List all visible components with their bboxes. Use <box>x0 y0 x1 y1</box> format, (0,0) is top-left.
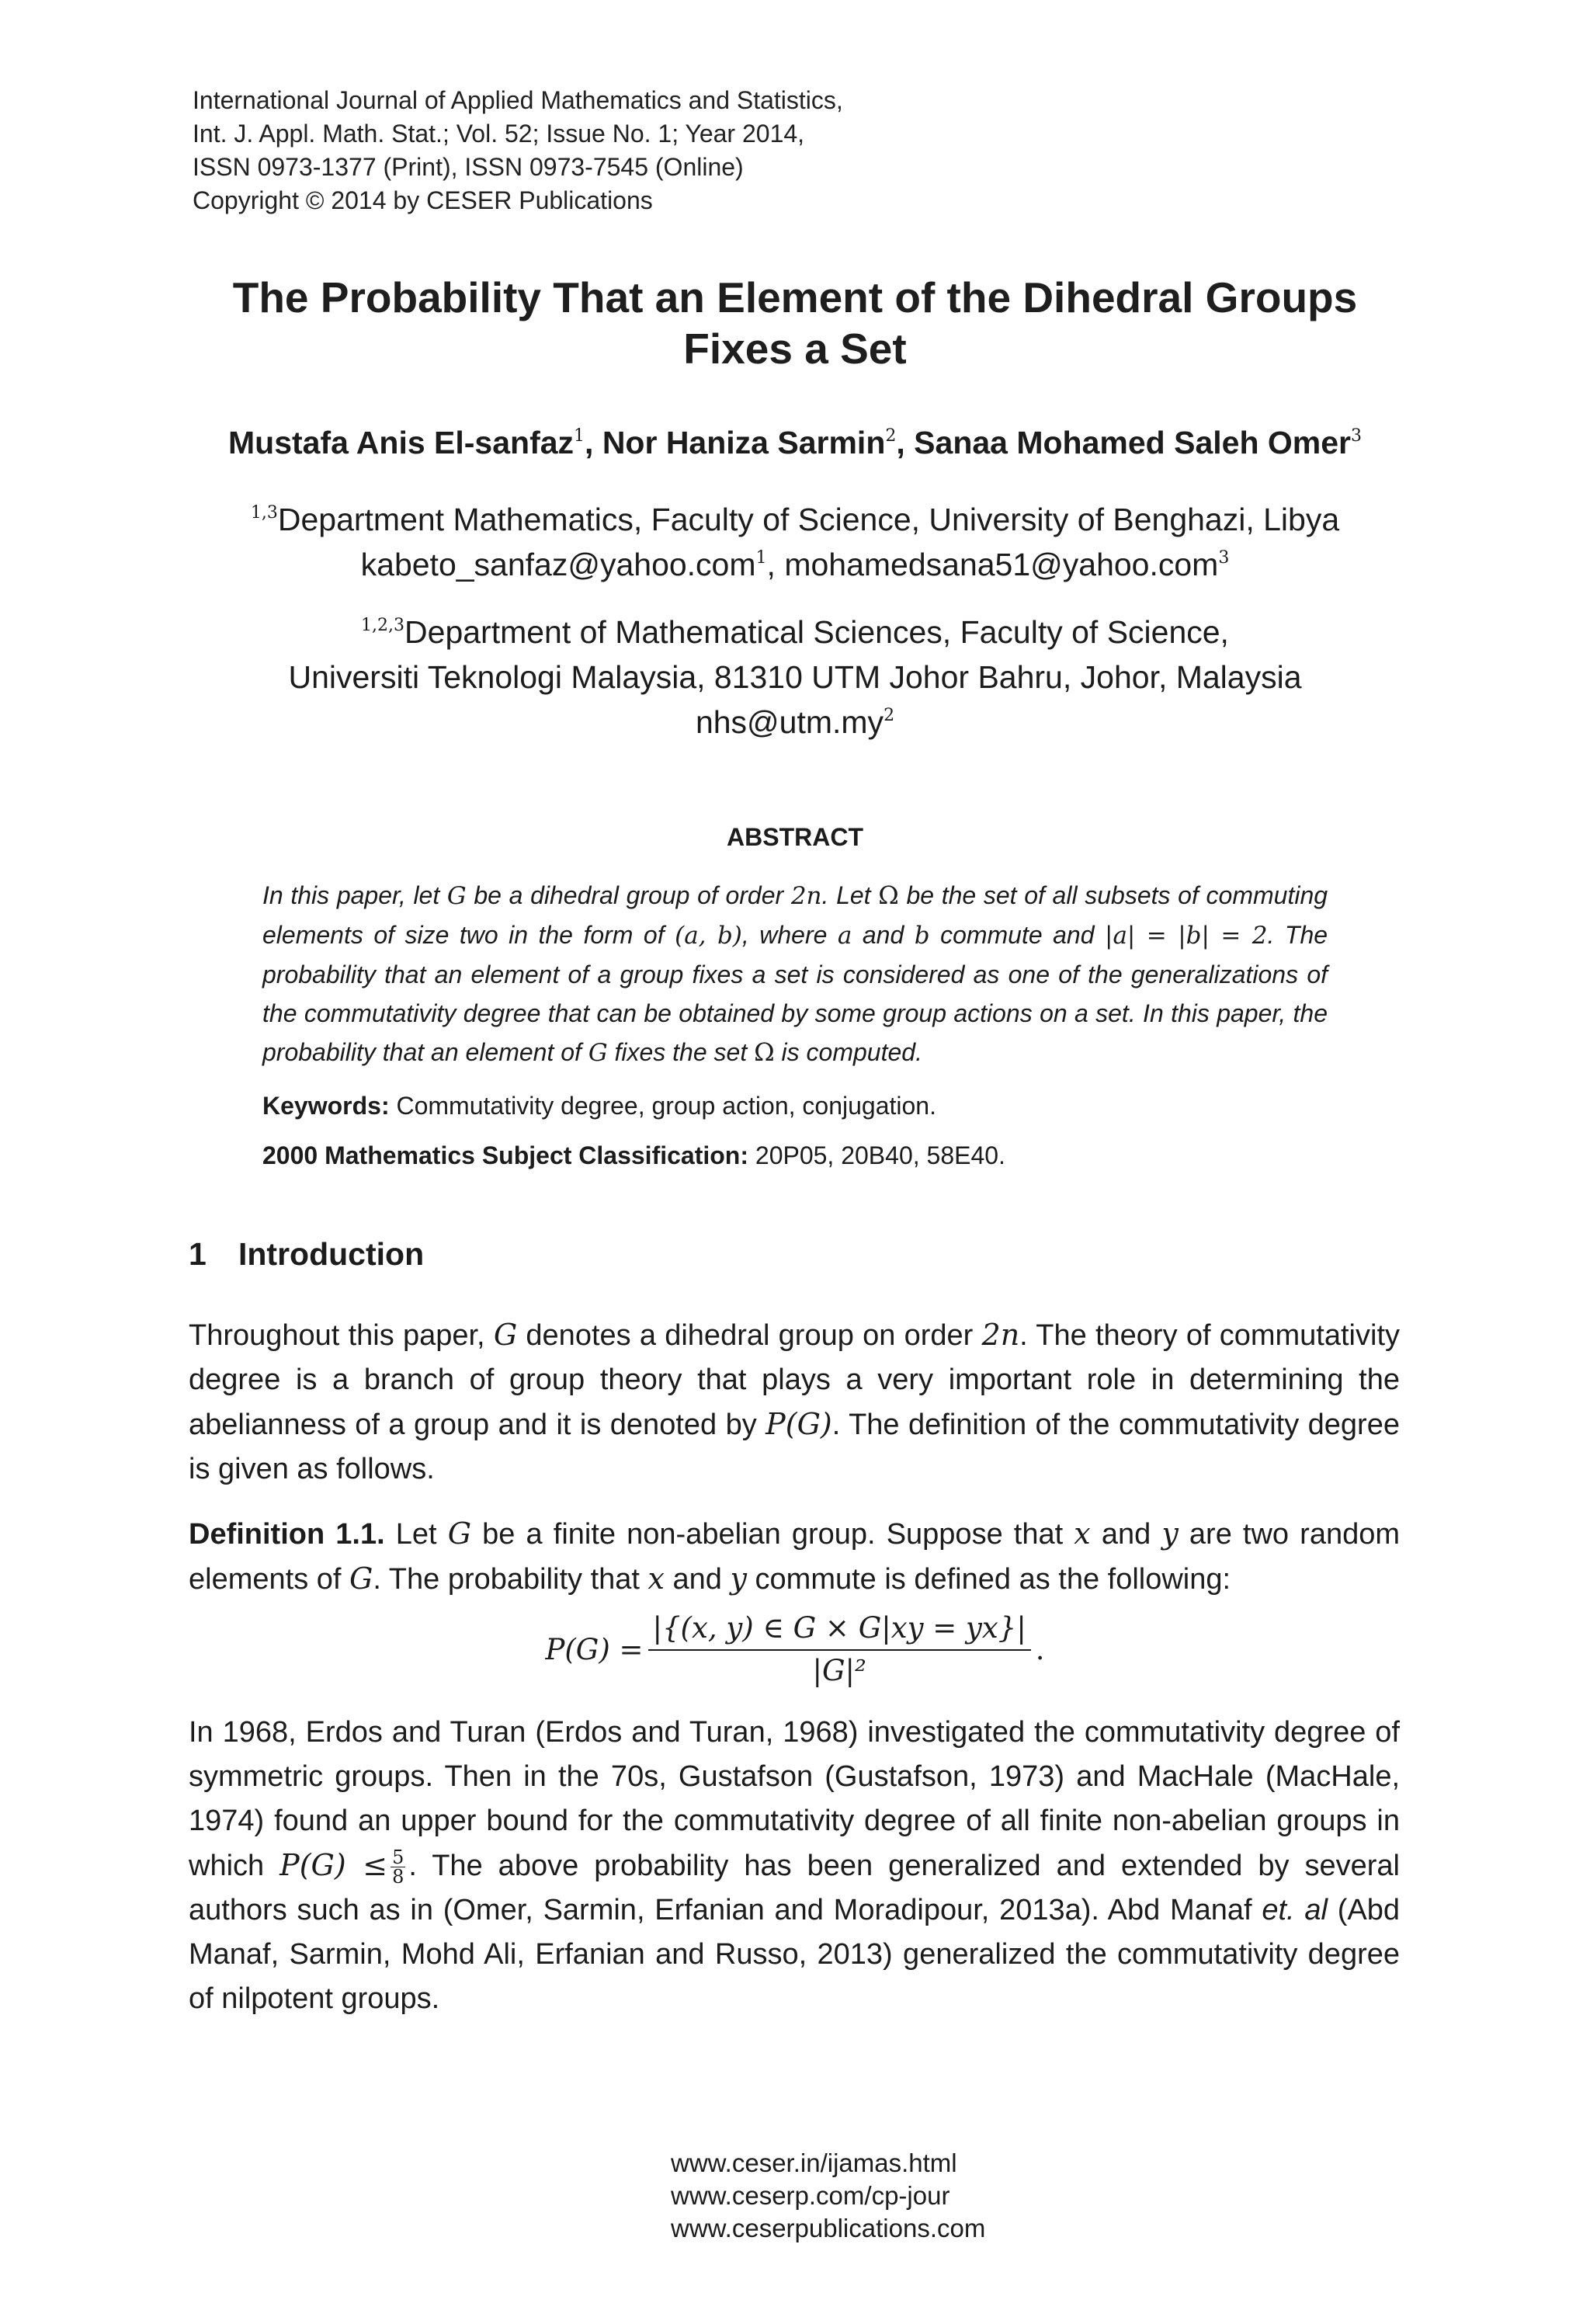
math-x: x <box>647 1561 665 1596</box>
intro-paragraph-1 <box>189 1313 1400 1492</box>
intro-paragraph-2 <box>189 1711 1400 2021</box>
text: commute is defined as the following: <box>746 1563 1231 1596</box>
msc-label: 2000 Mathematics Subject Classification: <box>262 1141 748 1169</box>
math-pair: (a, b) <box>675 922 742 950</box>
affil-address: Universiti Teknologi Malaysia, 81310 UTM Johor Bahru, Johor, Malaysia <box>288 659 1302 695</box>
text: . The probability that an element of a group fixes a set is considered as one of the generalizations of the commutativity degree that can be obtained by some group actions on a set. In this paper, the probability that an element of <box>262 921 1328 1066</box>
affil-mark: 1,3 <box>250 503 278 523</box>
keywords-text: Commutativity degree, group action, conjugation. <box>389 1092 936 1120</box>
text: Throughout this paper, <box>189 1319 494 1352</box>
affil-text: Department of Mathematical Sciences, Faculty of Science, <box>404 614 1229 650</box>
frac-denominator: 8 <box>392 1866 404 1888</box>
author-separator: , <box>585 425 602 460</box>
journal-volume: Int. J. Appl. Math. Stat.; Vol. 52; Issue No. 1; Year 2014, <box>193 120 805 148</box>
section-number: 1 <box>189 1236 207 1272</box>
math-omega: Ω <box>754 1037 775 1067</box>
text: be a finite non-abelian group. Suppose that <box>471 1518 1074 1551</box>
text: . The theory of commutativity degree is a branch of group theory that plays a very important role in determining the abelianness of a group and it is denoted by <box>189 1319 1400 1441</box>
email-link[interactable]: kabeto_sanfaz@yahoo.com <box>360 547 756 582</box>
math-b: b <box>914 922 930 950</box>
email-mark: 1 <box>755 548 767 568</box>
journal-copyright: Copyright © 2014 by CESER Publications <box>193 186 653 214</box>
frac-numerator: 5 <box>392 1846 404 1869</box>
footer-link[interactable]: www.ceser.in/ijamas.html <box>671 2149 957 2177</box>
formula-denominator: |G|² <box>812 1654 866 1687</box>
text <box>1328 1894 1338 1926</box>
math-G: G <box>446 882 467 910</box>
footer-urls <box>0 2147 1590 2245</box>
keywords-label: Keywords: <box>262 1092 390 1120</box>
footer-link[interactable]: www.ceserpublications.com <box>671 2214 986 2242</box>
text: generalized the commutativity degree of nilpotent groups. <box>189 1938 1401 2015</box>
text: found an upper bound for the commutativity degree of all finite non-abelian groups in which <box>189 1805 1400 1882</box>
text: and MacHale <box>1064 1760 1265 1793</box>
text: . The probability that <box>373 1563 648 1596</box>
text: . The above probability has been generalized and extended by several authors such as in <box>189 1850 1400 1926</box>
section-title: Introduction <box>238 1236 425 1272</box>
math-a: a <box>837 922 852 950</box>
author-affil-mark: 3 <box>1350 426 1362 446</box>
text: and <box>664 1563 731 1596</box>
citation-link[interactable]: (Gustafson, 1973) <box>825 1760 1065 1793</box>
paper-title <box>140 272 1450 374</box>
journal-header <box>193 84 843 217</box>
text: . Let <box>821 881 879 909</box>
text: investigated the commutativity degree of symmetric groups. Then in the 70s, Gustafson <box>189 1716 1400 1793</box>
math-omega: Ω <box>878 881 899 910</box>
title-line-1: The Probability That an Element of the Dihedral Groups <box>232 273 1358 321</box>
author-name: Sanaa Mohamed Saleh Omer <box>914 425 1351 460</box>
fraction-five-eighths <box>391 1848 405 1886</box>
email-link[interactable]: mohamedsana51@yahoo.com <box>784 547 1219 582</box>
math-order: 2n <box>981 1318 1020 1352</box>
author-affil-mark: 1 <box>574 426 585 446</box>
definition-label: Definition 1.1. <box>189 1518 385 1551</box>
citation-link[interactable]: (MacHale, 1974) <box>189 1760 1401 1837</box>
formula-lhs: P(G) = <box>545 1632 644 1666</box>
text: be the set of all subsets of commuting elements of size two in the form of <box>262 881 1328 949</box>
author-name: Mustafa Anis El-sanfaz <box>228 425 575 460</box>
text: . The definition of the commutativity degree is given as follows. <box>189 1409 1400 1485</box>
commutativity-formula <box>0 1611 1590 1687</box>
math-G: G <box>349 1561 373 1596</box>
author-name: Nor Haniza Sarmin <box>602 425 886 460</box>
journal-name: International Journal of Applied Mathematics and Statistics, <box>193 86 843 114</box>
affiliation-benghazi <box>109 497 1481 587</box>
text: are two random elements of <box>189 1518 1401 1596</box>
citation-link[interactable]: (Omer, Sarmin, Erfanian and Moradipour, 2013a) <box>443 1894 1092 1926</box>
author-affil-mark: 2 <box>885 426 897 446</box>
footer-link[interactable]: www.ceserp.com/cp-jour <box>671 2181 950 2210</box>
formula-fraction <box>648 1611 1031 1687</box>
text: Let <box>384 1518 448 1551</box>
journal-issn: ISSN 0973-1377 (Print), ISSN 0973-7545 (Online) <box>193 153 744 181</box>
math-inequality: P(G) ≤ <box>279 1848 388 1882</box>
email-link[interactable]: nhs@utm.my <box>695 704 884 740</box>
msc-text: 20P05, 20B40, 58E40. <box>748 1141 1005 1169</box>
text: and <box>852 921 915 949</box>
author-list <box>93 419 1497 466</box>
citation-link[interactable]: (Abd Manaf, Sarmin, Mohd Ali, Erfanian and Russo, 2013) <box>189 1894 1400 1971</box>
math-G: G <box>493 1318 518 1352</box>
email-mark: 2 <box>884 706 895 725</box>
title-line-2: Fixes a Set <box>683 325 907 373</box>
math-order: 2n <box>790 882 822 910</box>
formula-numerator: |{(x, y) ∈ G × G|xy = yx}| <box>648 1611 1031 1651</box>
math-y: y <box>1161 1516 1179 1551</box>
text: fixes the set <box>607 1038 755 1066</box>
abstract-heading: ABSTRACT <box>727 823 863 851</box>
affil-text: Department Mathematics, Faculty of Science, University of Benghazi, Libya <box>277 502 1340 537</box>
abstract-body <box>262 876 1328 1072</box>
email-mark: 3 <box>1218 548 1230 568</box>
affil-mark: 1,2,3 <box>361 616 405 635</box>
text: be a dihedral group of order <box>466 881 791 909</box>
math-x: x <box>1074 1516 1091 1551</box>
math-y: y <box>730 1561 747 1596</box>
math-G: G <box>588 1039 608 1067</box>
text: commute and <box>929 921 1105 949</box>
et-al: et. al <box>1262 1894 1328 1926</box>
math-condition: |a| = |b| = 2 <box>1105 922 1268 950</box>
text: In 1968, Erdos and Turan <box>189 1716 536 1749</box>
email-separator: , <box>766 547 785 582</box>
text: denotes a dihedral group on order <box>517 1319 982 1352</box>
author-separator: , <box>896 425 915 460</box>
math-PG: P(G) <box>765 1407 832 1441</box>
definition-1-1 <box>189 1512 1400 1602</box>
text: In this paper, let <box>262 881 447 909</box>
text: is computed. <box>774 1038 922 1066</box>
citation-link[interactable]: (Erdos and Turan, 1968) <box>535 1716 859 1749</box>
affiliation-utm <box>109 610 1481 745</box>
keywords <box>262 1089 1328 1122</box>
msc-classification <box>262 1139 1328 1172</box>
formula-end: . <box>1035 1632 1045 1666</box>
math-G: G <box>447 1516 472 1551</box>
text: and <box>1090 1518 1162 1551</box>
section-heading-introduction <box>189 1234 424 1274</box>
text: , where <box>741 921 838 949</box>
text: . Abd Manaf <box>1091 1894 1262 1926</box>
